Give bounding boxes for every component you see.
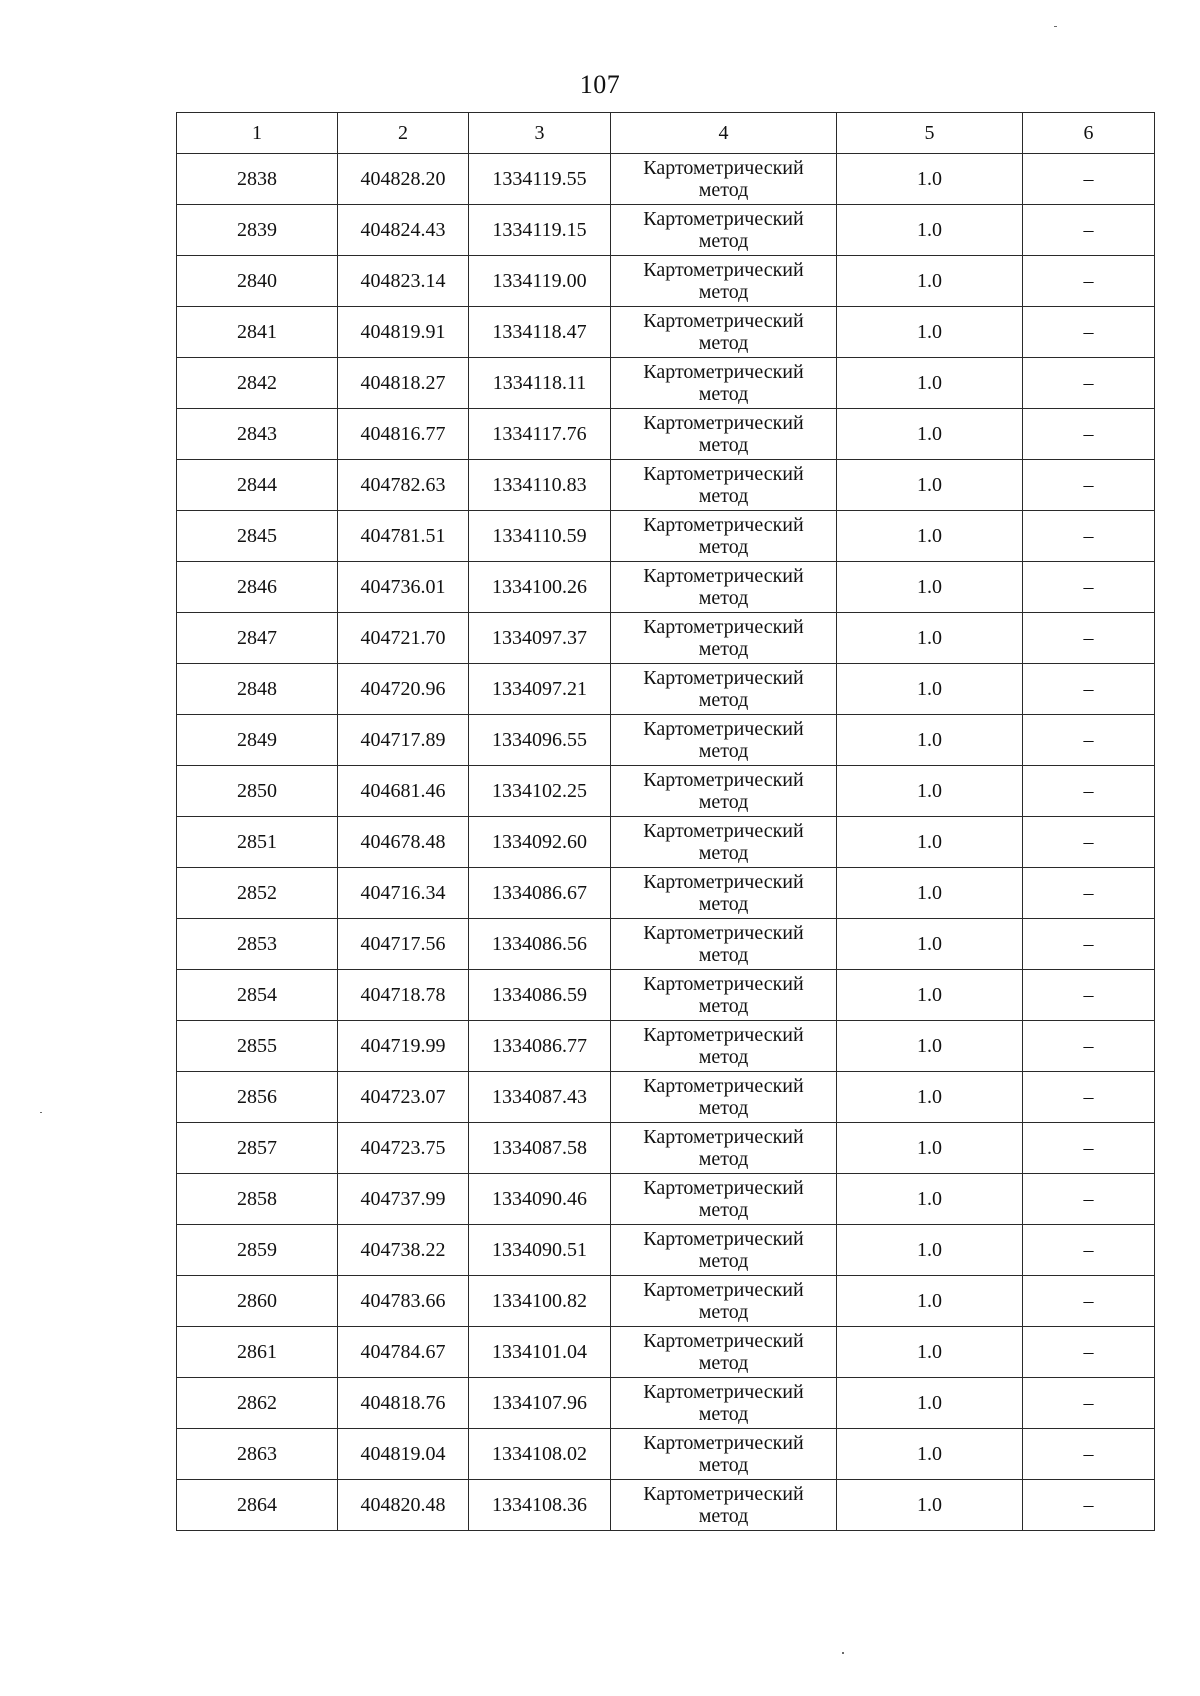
method-cell — [611, 1327, 837, 1378]
x-coordinate-cell: 404678.48 — [338, 817, 469, 868]
accuracy-cell: 1.0 — [837, 613, 1023, 664]
y-coordinate-cell: 1334118.47 — [469, 307, 611, 358]
method-cell — [611, 664, 837, 715]
y-coordinate-cell: 1334101.04 — [469, 1327, 611, 1378]
method-cell — [611, 154, 837, 205]
table-row — [177, 919, 1155, 970]
method-line-1: Картометрический — [643, 1381, 804, 1403]
method-line-1: Картометрический — [643, 412, 804, 434]
method-line-2: метод — [698, 1505, 749, 1527]
description-cell: – — [1023, 817, 1155, 868]
x-coordinate-cell: 404723.07 — [338, 1072, 469, 1123]
y-coordinate-cell: 1334110.83 — [469, 460, 611, 511]
accuracy-cell: 1.0 — [837, 358, 1023, 409]
description-cell: – — [1023, 1123, 1155, 1174]
point-number-cell: 2846 — [177, 562, 338, 613]
method-line-2: метод — [698, 485, 749, 507]
table-row — [177, 817, 1155, 868]
method-line-1: Картометрический — [643, 1126, 804, 1148]
description-cell: – — [1023, 511, 1155, 562]
y-coordinate-cell: 1334090.46 — [469, 1174, 611, 1225]
method-cell — [611, 715, 837, 766]
accuracy-cell: 1.0 — [837, 1327, 1023, 1378]
method-line-2: метод — [698, 1250, 749, 1272]
accuracy-cell: 1.0 — [837, 1174, 1023, 1225]
x-coordinate-cell: 404720.96 — [338, 664, 469, 715]
x-coordinate-cell: 404819.91 — [338, 307, 469, 358]
method-cell — [611, 919, 837, 970]
table-row — [177, 307, 1155, 358]
point-number-cell: 2855 — [177, 1021, 338, 1072]
scan-mark — [842, 1652, 844, 1654]
table-row — [177, 1072, 1155, 1123]
y-coordinate-cell: 1334086.67 — [469, 868, 611, 919]
x-coordinate-cell: 404783.66 — [338, 1276, 469, 1327]
method-line-2: метод — [698, 893, 749, 915]
method-line-2: метод — [698, 944, 749, 966]
table-row — [177, 562, 1155, 613]
x-coordinate-cell: 404717.89 — [338, 715, 469, 766]
accuracy-cell: 1.0 — [837, 1429, 1023, 1480]
method-cell — [611, 1276, 837, 1327]
description-cell: – — [1023, 1021, 1155, 1072]
method-cell — [611, 1072, 837, 1123]
y-coordinate-cell: 1334086.77 — [469, 1021, 611, 1072]
point-number-cell: 2849 — [177, 715, 338, 766]
table-row — [177, 1225, 1155, 1276]
column-header-1: 1 — [177, 113, 338, 154]
point-number-cell: 2850 — [177, 766, 338, 817]
description-cell: – — [1023, 154, 1155, 205]
method-line-2: метод — [698, 332, 749, 354]
method-line-1: Картометрический — [643, 769, 804, 791]
y-coordinate-cell: 1334097.37 — [469, 613, 611, 664]
description-cell: – — [1023, 970, 1155, 1021]
y-coordinate-cell: 1334102.25 — [469, 766, 611, 817]
point-number-cell: 2854 — [177, 970, 338, 1021]
method-line-1: Картометрический — [643, 616, 804, 638]
y-coordinate-cell: 1334086.59 — [469, 970, 611, 1021]
table-row — [177, 460, 1155, 511]
method-line-2: метод — [698, 281, 749, 303]
method-cell — [611, 1123, 837, 1174]
method-line-1: Картометрический — [643, 1432, 804, 1454]
point-number-cell: 2861 — [177, 1327, 338, 1378]
method-line-2: метод — [698, 791, 749, 813]
column-header-3: 3 — [469, 113, 611, 154]
y-coordinate-cell: 1334087.58 — [469, 1123, 611, 1174]
method-line-2: метод — [698, 587, 749, 609]
method-line-2: метод — [698, 1403, 749, 1425]
method-cell — [611, 1021, 837, 1072]
method-line-1: Картометрический — [643, 1279, 804, 1301]
point-number-cell: 2859 — [177, 1225, 338, 1276]
y-coordinate-cell: 1334087.43 — [469, 1072, 611, 1123]
table-row — [177, 1327, 1155, 1378]
method-cell — [611, 511, 837, 562]
x-coordinate-cell: 404716.34 — [338, 868, 469, 919]
x-coordinate-cell: 404681.46 — [338, 766, 469, 817]
y-coordinate-cell: 1334119.15 — [469, 205, 611, 256]
table-row — [177, 511, 1155, 562]
x-coordinate-cell: 404737.99 — [338, 1174, 469, 1225]
method-cell — [611, 1429, 837, 1480]
x-coordinate-cell: 404782.63 — [338, 460, 469, 511]
y-coordinate-cell: 1334092.60 — [469, 817, 611, 868]
x-coordinate-cell: 404721.70 — [338, 613, 469, 664]
accuracy-cell: 1.0 — [837, 817, 1023, 868]
y-coordinate-cell: 1334118.11 — [469, 358, 611, 409]
method-line-1: Картометрический — [643, 718, 804, 740]
point-number-cell: 2852 — [177, 868, 338, 919]
x-coordinate-cell: 404820.48 — [338, 1480, 469, 1531]
table-row — [177, 970, 1155, 1021]
method-line-1: Картометрический — [643, 1177, 804, 1199]
method-line-2: метод — [698, 434, 749, 456]
description-cell: – — [1023, 1174, 1155, 1225]
accuracy-cell: 1.0 — [837, 409, 1023, 460]
method-cell — [611, 205, 837, 256]
method-cell — [611, 1225, 837, 1276]
table-row — [177, 715, 1155, 766]
point-number-cell: 2838 — [177, 154, 338, 205]
column-header-4: 4 — [611, 113, 837, 154]
y-coordinate-cell: 1334096.55 — [469, 715, 611, 766]
y-coordinate-cell: 1334100.26 — [469, 562, 611, 613]
y-coordinate-cell: 1334110.59 — [469, 511, 611, 562]
table-row — [177, 358, 1155, 409]
table-row — [177, 613, 1155, 664]
description-cell: – — [1023, 919, 1155, 970]
table-row — [177, 766, 1155, 817]
method-line-1: Картометрический — [643, 1075, 804, 1097]
point-number-cell: 2839 — [177, 205, 338, 256]
description-cell: – — [1023, 1327, 1155, 1378]
y-coordinate-cell: 1334100.82 — [469, 1276, 611, 1327]
description-cell: – — [1023, 1225, 1155, 1276]
method-line-1: Картометрический — [643, 157, 804, 179]
point-number-cell: 2856 — [177, 1072, 338, 1123]
x-coordinate-cell: 404816.77 — [338, 409, 469, 460]
coordinates-table — [176, 112, 1155, 1531]
accuracy-cell: 1.0 — [837, 766, 1023, 817]
accuracy-cell: 1.0 — [837, 868, 1023, 919]
method-line-2: метод — [698, 1301, 749, 1323]
y-coordinate-cell: 1334097.21 — [469, 664, 611, 715]
table-row — [177, 1174, 1155, 1225]
table-row — [177, 664, 1155, 715]
point-number-cell: 2847 — [177, 613, 338, 664]
page-number: 107 — [579, 70, 621, 99]
point-number-cell: 2863 — [177, 1429, 338, 1480]
method-line-2: метод — [698, 1097, 749, 1119]
scan-mark — [40, 1112, 42, 1113]
x-coordinate-cell: 404824.43 — [338, 205, 469, 256]
table-row — [177, 409, 1155, 460]
table-row — [177, 1276, 1155, 1327]
method-cell — [611, 970, 837, 1021]
method-line-1: Картометрический — [643, 1483, 804, 1505]
header-row — [177, 113, 1155, 154]
x-coordinate-cell: 404818.27 — [338, 358, 469, 409]
point-number-cell: 2844 — [177, 460, 338, 511]
table-row — [177, 1378, 1155, 1429]
method-cell — [611, 409, 837, 460]
method-line-1: Картометрический — [643, 259, 804, 281]
description-cell: – — [1023, 868, 1155, 919]
method-cell — [611, 1480, 837, 1531]
x-coordinate-cell: 404718.78 — [338, 970, 469, 1021]
method-line-2: метод — [698, 536, 749, 558]
method-line-2: метод — [698, 995, 749, 1017]
point-number-cell: 2860 — [177, 1276, 338, 1327]
y-coordinate-cell: 1334090.51 — [469, 1225, 611, 1276]
table-row — [177, 1429, 1155, 1480]
accuracy-cell: 1.0 — [837, 460, 1023, 511]
x-coordinate-cell: 404723.75 — [338, 1123, 469, 1174]
method-line-2: метод — [698, 689, 749, 711]
y-coordinate-cell: 1334119.00 — [469, 256, 611, 307]
accuracy-cell: 1.0 — [837, 154, 1023, 205]
method-cell — [611, 1174, 837, 1225]
method-line-1: Картометрический — [643, 973, 804, 995]
method-line-1: Картометрический — [643, 871, 804, 893]
method-cell — [611, 460, 837, 511]
table-row — [177, 154, 1155, 205]
y-coordinate-cell: 1334086.56 — [469, 919, 611, 970]
point-number-cell: 2857 — [177, 1123, 338, 1174]
point-number-cell: 2848 — [177, 664, 338, 715]
description-cell: – — [1023, 307, 1155, 358]
method-line-2: метод — [698, 179, 749, 201]
x-coordinate-cell: 404781.51 — [338, 511, 469, 562]
point-number-cell: 2862 — [177, 1378, 338, 1429]
column-header-6: 6 — [1023, 113, 1155, 154]
x-coordinate-cell: 404828.20 — [338, 154, 469, 205]
accuracy-cell: 1.0 — [837, 1123, 1023, 1174]
description-cell: – — [1023, 1276, 1155, 1327]
y-coordinate-cell: 1334107.96 — [469, 1378, 611, 1429]
x-coordinate-cell: 404717.56 — [338, 919, 469, 970]
method-line-2: метод — [698, 842, 749, 864]
accuracy-cell: 1.0 — [837, 1072, 1023, 1123]
accuracy-cell: 1.0 — [837, 562, 1023, 613]
accuracy-cell: 1.0 — [837, 715, 1023, 766]
description-cell: – — [1023, 1072, 1155, 1123]
accuracy-cell: 1.0 — [837, 1480, 1023, 1531]
accuracy-cell: 1.0 — [837, 1225, 1023, 1276]
method-line-2: метод — [698, 1454, 749, 1476]
method-line-1: Картометрический — [643, 1330, 804, 1352]
description-cell: – — [1023, 1480, 1155, 1531]
method-line-1: Картометрический — [643, 565, 804, 587]
accuracy-cell: 1.0 — [837, 1021, 1023, 1072]
accuracy-cell: 1.0 — [837, 919, 1023, 970]
method-cell — [611, 562, 837, 613]
x-coordinate-cell: 404819.04 — [338, 1429, 469, 1480]
x-coordinate-cell: 404738.22 — [338, 1225, 469, 1276]
method-cell — [611, 1378, 837, 1429]
accuracy-cell: 1.0 — [837, 1276, 1023, 1327]
method-cell — [611, 868, 837, 919]
method-line-1: Картометрический — [643, 922, 804, 944]
y-coordinate-cell: 1334108.36 — [469, 1480, 611, 1531]
description-cell: – — [1023, 562, 1155, 613]
method-line-1: Картометрический — [643, 667, 804, 689]
method-line-2: метод — [698, 1199, 749, 1221]
table-row — [177, 1123, 1155, 1174]
description-cell: – — [1023, 613, 1155, 664]
x-coordinate-cell: 404719.99 — [338, 1021, 469, 1072]
description-cell: – — [1023, 1378, 1155, 1429]
method-cell — [611, 256, 837, 307]
column-header-2: 2 — [338, 113, 469, 154]
point-number-cell: 2858 — [177, 1174, 338, 1225]
table-row — [177, 205, 1155, 256]
method-line-1: Картометрический — [643, 1024, 804, 1046]
accuracy-cell: 1.0 — [837, 1378, 1023, 1429]
accuracy-cell: 1.0 — [837, 511, 1023, 562]
method-cell — [611, 613, 837, 664]
x-coordinate-cell: 404818.76 — [338, 1378, 469, 1429]
method-cell — [611, 307, 837, 358]
point-number-cell: 2843 — [177, 409, 338, 460]
description-cell: – — [1023, 358, 1155, 409]
x-coordinate-cell: 404736.01 — [338, 562, 469, 613]
method-line-1: Картометрический — [643, 208, 804, 230]
description-cell: – — [1023, 205, 1155, 256]
point-number-cell: 2840 — [177, 256, 338, 307]
method-line-2: метод — [698, 1046, 749, 1068]
method-line-2: метод — [698, 1352, 749, 1374]
method-line-1: Картометрический — [643, 361, 804, 383]
y-coordinate-cell: 1334108.02 — [469, 1429, 611, 1480]
description-cell: – — [1023, 409, 1155, 460]
method-line-2: метод — [698, 230, 749, 252]
accuracy-cell: 1.0 — [837, 256, 1023, 307]
table-body — [177, 154, 1155, 1531]
table-row — [177, 1021, 1155, 1072]
accuracy-cell: 1.0 — [837, 205, 1023, 256]
x-coordinate-cell: 404784.67 — [338, 1327, 469, 1378]
accuracy-cell: 1.0 — [837, 664, 1023, 715]
y-coordinate-cell: 1334119.55 — [469, 154, 611, 205]
point-number-cell: 2853 — [177, 919, 338, 970]
column-header-5: 5 — [837, 113, 1023, 154]
method-line-1: Картометрический — [643, 820, 804, 842]
table-row — [177, 1480, 1155, 1531]
method-line-2: метод — [698, 638, 749, 660]
description-cell: – — [1023, 766, 1155, 817]
table-row — [177, 868, 1155, 919]
method-cell — [611, 817, 837, 868]
description-cell: – — [1023, 256, 1155, 307]
method-line-1: Картометрический — [643, 310, 804, 332]
point-number-cell: 2841 — [177, 307, 338, 358]
accuracy-cell: 1.0 — [837, 970, 1023, 1021]
point-number-cell: 2864 — [177, 1480, 338, 1531]
description-cell: – — [1023, 1429, 1155, 1480]
description-cell: – — [1023, 664, 1155, 715]
y-coordinate-cell: 1334117.76 — [469, 409, 611, 460]
method-cell — [611, 358, 837, 409]
method-line-1: Картометрический — [643, 463, 804, 485]
point-number-cell: 2851 — [177, 817, 338, 868]
method-line-2: метод — [698, 1148, 749, 1170]
description-cell: – — [1023, 460, 1155, 511]
method-line-1: Картометрический — [643, 514, 804, 536]
point-number-cell: 2842 — [177, 358, 338, 409]
method-cell — [611, 766, 837, 817]
accuracy-cell: 1.0 — [837, 307, 1023, 358]
description-cell: – — [1023, 715, 1155, 766]
x-coordinate-cell: 404823.14 — [338, 256, 469, 307]
scan-mark — [1054, 26, 1057, 27]
method-line-2: метод — [698, 383, 749, 405]
method-line-1: Картометрический — [643, 1228, 804, 1250]
point-number-cell: 2845 — [177, 511, 338, 562]
table-row — [177, 256, 1155, 307]
method-line-2: метод — [698, 740, 749, 762]
